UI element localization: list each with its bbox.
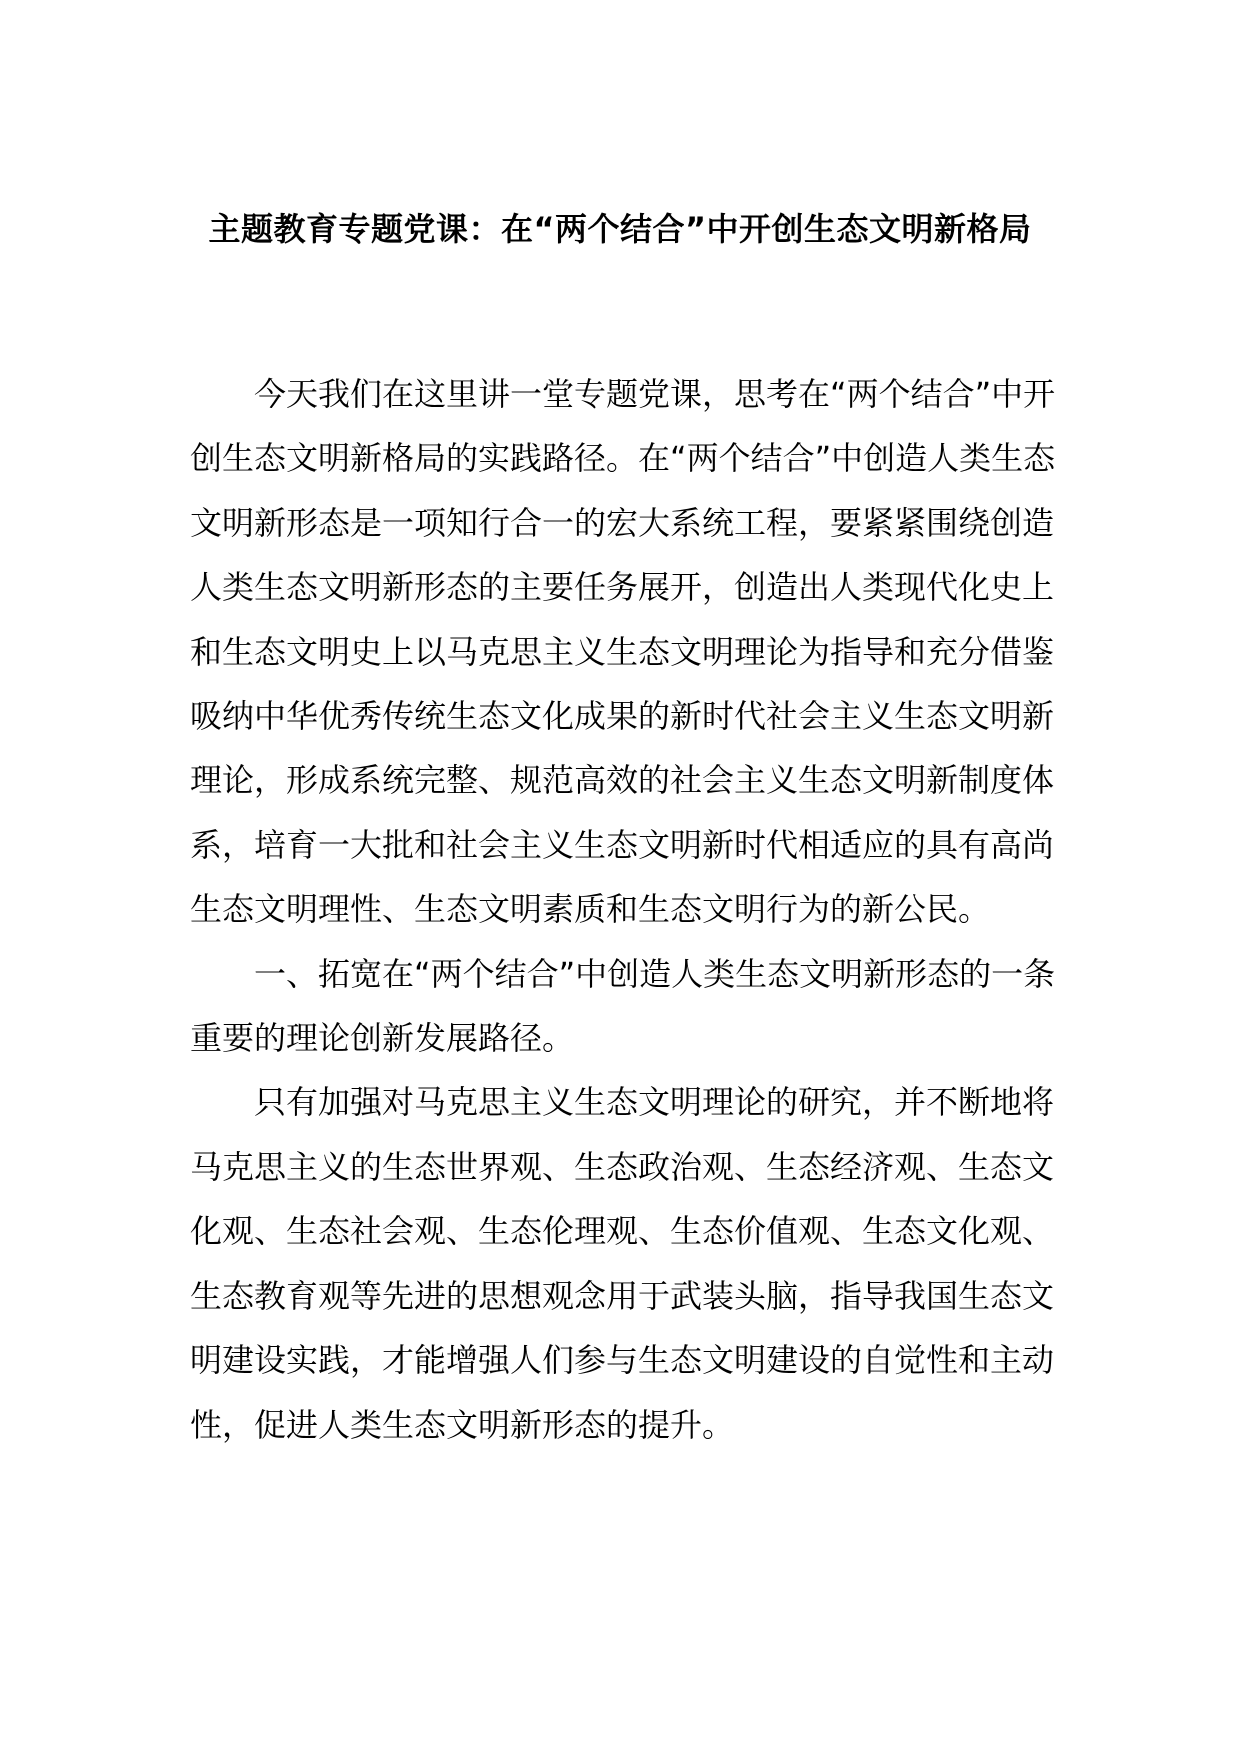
intro-paragraph: 今天我们在这里讲一堂专题党课，思考在“两个结合”中开创生态文明新格局的实践路径。在“两个结合”中创造人类生态文明新形态是一项知行合一的宏大系统工程，要紧紧围绕创造人类生态文明新形态的主要任务展开，创造出人类现代化史上和生态文明史上以马克思主义生态文明理论为指导和充分借鉴吸纳中华优秀传统生态文化成果的新时代社会主义生态文明新理论，形成系统完整、规范高效的社会主义生态文明新制度体系，培育一大批和社会主义生态文明新时代相适应的具有高尚生态文明理性、生态文明素质和生态文明行为的新公民。 [190, 375, 1056, 929]
document-body [190, 362, 1060, 1457]
document-title: 主题教育专题党课：在“两个结合”中开创生态文明新格局 [208, 210, 1032, 248]
body-paragraph: 只有加强对马克思主义生态文明理论的研究，并不断地将马克思主义的生态世界观、生态政治观、生态经济观、生态文化观、生态社会观、生态伦理观、生态价值观、生态文化观、生态教育观等先进的思想观念用于武装头脑，指导我国生态文明建设实践，才能增强人们参与生态文明建设的自觉性和主动性，促进人类生态文明新形态的提升。 [190, 1083, 1055, 1444]
section-heading-paragraph: 一、拓宽在“两个结合”中创造人类生态文明新形态的一条重要的理论创新发展路径。 [190, 954, 1056, 1058]
